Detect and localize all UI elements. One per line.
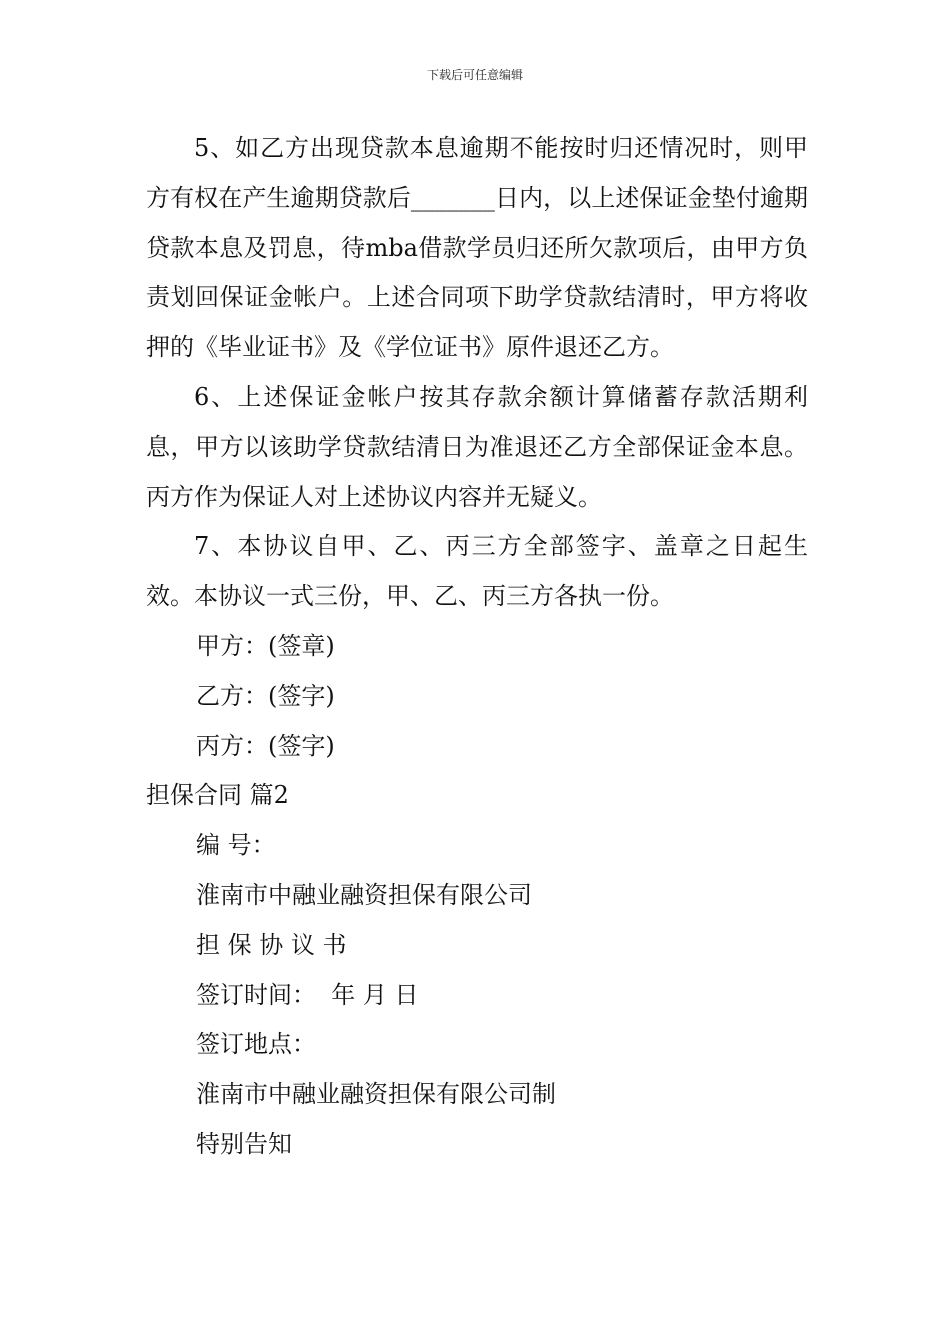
paragraph-6: 6、上述保证金帐户按其存款余额计算储蓄存款活期利息，甲方以该助学贷款结清日为准退还乙方全部保证金本息。丙方作为保证人对上述协议内容并无疑义。 — [146, 382, 808, 511]
signature-party-a: 甲方：(签章) — [196, 631, 335, 660]
sign-time-line — [146, 971, 808, 1021]
agreement-title: 担 保 协 议 书 — [196, 930, 347, 959]
sign-time-label: 签订时间： — [196, 980, 316, 1009]
special-notice: 特别告知 — [196, 1129, 292, 1158]
paragraph-7: 7、本协议自甲、乙、丙三方全部签字、盖章之日起生效。本协议一式三份，甲、乙、丙三方各执一份。 — [146, 532, 808, 611]
company-made-by: 淮南市中融业融资担保有限公司制 — [196, 1080, 556, 1109]
contract-number-label: 编 号： — [196, 831, 276, 860]
sign-place-label: 签订地点： — [196, 1030, 316, 1059]
section-heading: 担保合同 篇2 — [146, 781, 289, 810]
sign-time-value: 年 月 日 — [331, 980, 419, 1009]
paragraph-5: 5、如乙方出现贷款本息逾期不能按时归还情况时，则甲方有权在产生逾期贷款后_______日内，以上述保证金垫付逾期贷款本息及罚息，待mba借款学员归还所欠款项后，由甲方负责划回保证金帐户。上述合同项下助学贷款结清时，甲方将收押的《毕业证书》及《学位证书》原件退还乙方。 — [146, 134, 808, 362]
sign-time-gap — [316, 981, 331, 1009]
company-name: 淮南市中融业融资担保有限公司 — [196, 880, 532, 909]
signature-party-c: 丙方：(签字) — [196, 731, 335, 760]
signature-party-b: 乙方：(签字) — [196, 681, 335, 710]
document-body — [146, 124, 808, 1170]
page-header: 下载后可任意编辑 — [426, 68, 523, 82]
